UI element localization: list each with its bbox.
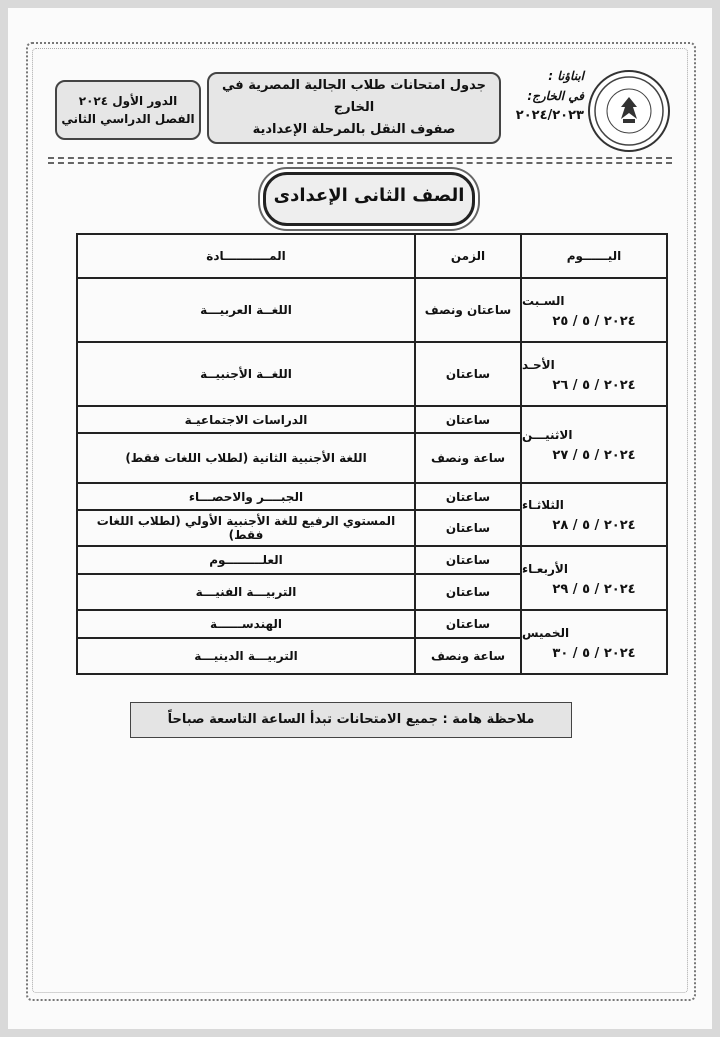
day-cell [521, 406, 667, 483]
grade-title: الصف الثانى الإعدادى [263, 172, 475, 226]
subject-cell: التربيـــة الفنيـــة [77, 574, 415, 610]
duration-cell: ساعتان [415, 610, 521, 638]
table-row [77, 278, 667, 342]
header-subject: المـــــــــــادة [77, 234, 415, 278]
divider-bottom [48, 162, 672, 164]
header-fil-kharij: في الخارج: [527, 89, 584, 103]
header-addressee [504, 66, 584, 126]
day-date: ٢٠٢٤ / ٥ / ٢٦ [552, 377, 636, 393]
day-name: الأحـد [522, 357, 555, 372]
table-row [77, 546, 667, 574]
subject-cell: اللغــة العربيـــة [77, 278, 415, 342]
subject-cell: اللغــة الأجنبيــة [77, 342, 415, 406]
day-date: ٢٠٢٤ / ٥ / ٢٧ [552, 448, 636, 463]
table-row [77, 342, 667, 406]
subject-cell: المستوي الرفيع للغة الأجنبية الأولي (لطلاب اللغات فقط) [77, 510, 415, 546]
divider-top [48, 157, 672, 159]
duration-cell: ساعة ونصف [415, 638, 521, 674]
day-cell [521, 610, 667, 674]
day-name: الثلاثـاء [522, 498, 564, 512]
day-date: ٢٠٢٤ / ٥ / ٣٠ [552, 645, 636, 661]
duration-cell: ساعتان [415, 342, 521, 406]
table-row [77, 406, 667, 433]
duration-cell: ساعتان [415, 483, 521, 510]
day-name: الاثنيـــن [522, 428, 573, 442]
duration-cell: ساعتان [415, 510, 521, 546]
term-box [55, 80, 201, 140]
important-note: ملاحظة هامة : جميع الامتحانات تبدأ الساعة التاسعة صباحاً [130, 702, 572, 738]
day-date: ٢٠٢٤ / ٥ / ٢٨ [552, 518, 636, 533]
header-day: اليــــــوم [521, 234, 667, 278]
header-duration: الزمن [415, 234, 521, 278]
day-cell [521, 546, 667, 610]
table-header-row [77, 234, 667, 278]
title-line-2: صفوف النقل بالمرحلة الإعدادية [252, 122, 456, 137]
day-name: الخميس [522, 625, 570, 640]
subject-cell: الجبــــر والاحصـــاء [77, 483, 415, 510]
academic-year: ٢٠٢٤/٢٠٢٣ [515, 108, 584, 123]
day-date: ٢٠٢٤ / ٥ / ٢٥ [552, 313, 636, 329]
duration-cell: ساعتان [415, 574, 521, 610]
header-abnaouna: ابناؤنا : [548, 69, 584, 83]
day-cell [521, 278, 667, 342]
academic-term: الفصل الدراسي الثاني [61, 112, 195, 126]
day-date: ٢٠٢٤ / ٥ / ٢٩ [552, 581, 636, 597]
subject-cell: اللغة الأجنبية الثانية (لطلاب اللغات فقط) [77, 433, 415, 483]
duration-cell: ساعتان [415, 546, 521, 574]
exam-schedule-table [76, 233, 668, 675]
title-line-1: جدول امتحانات طلاب الجالية المصرية في الخارج [222, 78, 486, 115]
subject-cell: الهندســــــة [77, 610, 415, 638]
document-title-box [207, 72, 501, 144]
duration-cell: ساعتان [415, 406, 521, 433]
day-name: السـبت [522, 293, 565, 308]
table-row [77, 483, 667, 510]
table-row [77, 610, 667, 638]
duration-cell: ساعة ونصف [415, 433, 521, 483]
day-cell [521, 342, 667, 406]
subject-cell: التربيـــة الدينيـــة [77, 638, 415, 674]
subject-cell: الدراسات الاجتماعيـة [77, 406, 415, 433]
exam-round: الدور الأول ٢٠٢٤ [78, 94, 178, 108]
duration-cell: ساعتان ونصف [415, 278, 521, 342]
subject-cell: العلـــــــــوم [77, 546, 415, 574]
day-name: الأربعـاء [522, 561, 568, 576]
ministry-eagle-seal-icon [588, 70, 670, 152]
day-cell [521, 483, 667, 546]
